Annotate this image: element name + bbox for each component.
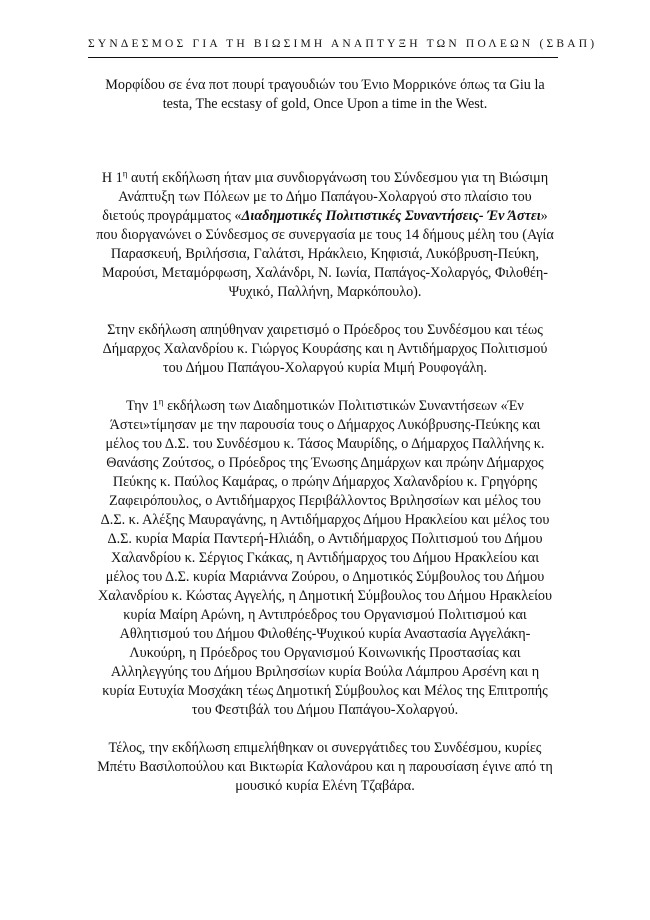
paragraph-closing: Τέλος, την εκδήλωση επιμελήθηκαν οι συνεργάτιδες του Συνδέσμου, κυρίες Μπέτυ Βασιλοπούλου και Βικτωρία Καλονάρου και η παρουσίαση έγινε από τη μουσικό κυρία Ελένη Τζαβάρα. [97, 740, 553, 794]
paragraph-attendees-rest: εκδήλωση των Διαδημοτικών Πολιτιστικών Συναντήσεων «Έν Άστει»τίμησαν με την παρουσία τους ο Δήμαρχος Λυκόβρυσης-Πεύκης και μέλος του Δ.Σ. του Συνδέσμου κ. Τάσος Μαυρίδης, ο Δήμαρχος Παλλήνης κ. Θανάσης Ζούτσος, ο Πρόεδρος της Ένωσης Δημάρχων και πρώην Δήμαρχος Πεύκης κ. Παύλος Καμάρας, ο πρώην Δήμαρχος Χαλανδρίου κ. Γρηγόρης Ζαφειρόπουλος, ο Αντιδήμαρχος Περιβάλλοντος Βριλησσίων και μέλος του Δ.Σ. κ. Αλέξης Μαυραγάνης, η Αντιδήμαρχος Δήμου Ηρακλείου και μέλος του Δ.Σ. κυρία Μαρία Παντερή-Ηλιάδη, ο Αντιδήμαρχος Πολιτισμού του Δήμου Χαλανδρίου κ. Σέργιος Γκάκας, η Αντιδήμαρχος του Δήμου Ηρακλείου και μέλος του Δ.Σ. κυρία Μαριάννα Ζούρου, ο Δημοτικός Σύμβουλος του Δήμου Χαλανδρίου κ. Κώστας Αγγελής, η Δημοτική Σύμβουλος του Δήμου Ηρακλείου κυρία Μαίρη Αρώνη, η Αντιπρόεδρος του Οργανισμού Πολιτισμού και Αθλητισμού του Δήμου Φιλοθέης-Ψυχικού κυρία Αναστασία Αγγελάκη-Λυκούρη, η Πρόεδρος του Οργανισμού Κοινωνικής Προστασίας και Αλληλεγγύης του Δήμου Βριλησσίων κυρία Βούλα Λάμπρου Αρσένη και η κυρία Ευτυχία Μοσχάκη τέως Δημοτική Σύμβουλος και Μέλος της Επιτροπής του Φεστιβάλ του Δήμου Παπάγου-Χολαργού. [97, 398, 553, 718]
program-title: Διαδημοτικές Πολιτιστικές Συναντήσεις- Έν Άστει [241, 208, 541, 224]
header-divider [88, 57, 558, 58]
page-header: ΣΥΝΔΕΣΜΟΣ ΓΙΑ ΤΗ ΒΙΩΣΙΜΗ ΑΝΑΠΤΥΞΗ ΤΩΝ ΠΟΛΕΩΝ (ΣΒΑΠ) [88, 38, 598, 50]
paragraph-event-info-middle: αυτή εκδήλωση ήταν μια συνδιοργάνωση του Σύνδεσμου για τη Βιώσιμη Ανάπτυξη των Πόλεων με το Δήμο Παπάγου-Χολαργού στο πλαίσιο του διετούς προγράμματος « [102, 170, 549, 224]
document-body [96, 76, 554, 796]
ordinal-superscript: η [122, 168, 128, 179]
paragraph-attendees-start: Την 1 [126, 398, 159, 414]
paragraph-event-info-end: » που διοργανώνει ο Σύνδεσμος σε συνεργασία με τους 14 δήμους μέλη του (Αγία Παρασκευή, Βριλήσσια, Γαλάτσι, Ηράκλειο, Κηφισιά, Λυκόβρυση-Πεύκη, Μαρούσι, Μεταμόρφωση, Χαλάνδρι, Ν. Ιωνία, Παπάγος-Χολαργός, Φιλοθέη-Ψυχικό, Παλλήνη, Μαρκόπουλο). [96, 208, 554, 300]
paragraph-greetings: Στην εκδήλωση απηύθηναν χαιρετισμό ο Πρόεδρος του Συνδέσμου και τέως Δήμαρχος Χαλανδρίου κ. Γιώργος Κουράσης και η Αντιδήμαρχος Πολιτισμού του Δήμου Παπάγου-Χολαργού κυρία Μιμή Ρουφογάλη. [102, 322, 548, 376]
paragraph-event-info [96, 169, 554, 302]
paragraph-attendees [96, 397, 554, 720]
ordinal-superscript: η [158, 396, 164, 407]
paragraph-intro: Μορφίδου σε ένα ποτ πουρί τραγουδιών του Ένιο Μορρικόνε όπως τα Giu la testa, The ecstasy of gold, Once Upon a time in the West. [105, 77, 545, 112]
paragraph-event-info-start: Η 1 [101, 170, 123, 186]
